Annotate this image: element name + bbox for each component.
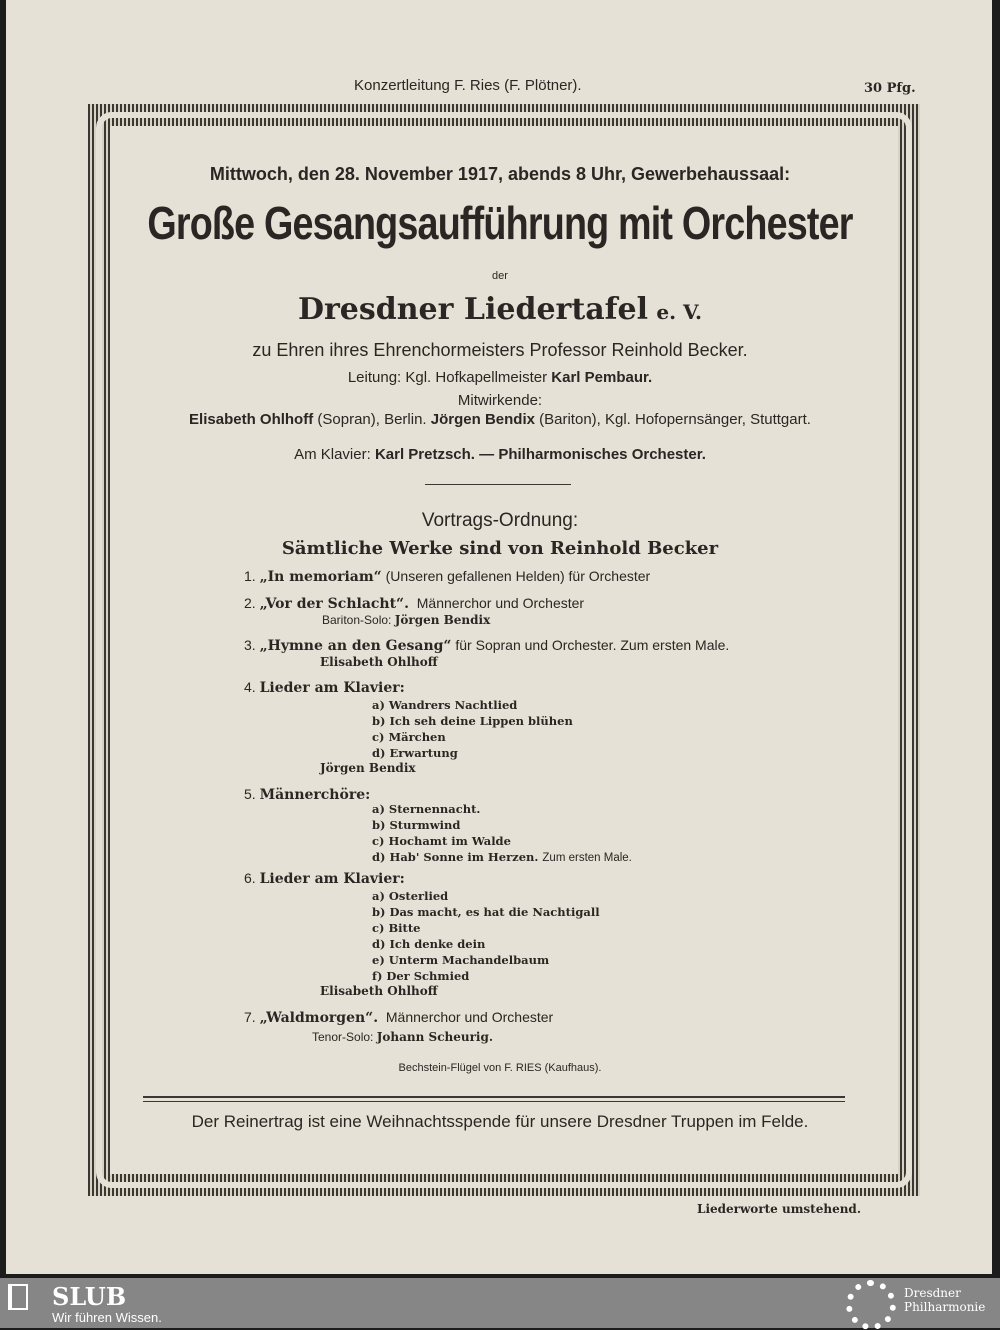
program-item-4-solo: Jörgen Bendix (320, 761, 416, 775)
text: (Unseren gefallenen Helden) für Orchester (385, 568, 651, 584)
text: 2. (244, 595, 256, 611)
program-item-4-songs (372, 697, 573, 761)
concert-management: Konzertleitung F. Ries (F. Plötner). (354, 77, 582, 94)
program-item-3-solo: Elisabeth Ohlhoff (320, 655, 438, 669)
society-suffix: e. V. (656, 300, 703, 324)
program-item-2 (244, 595, 584, 612)
text: a) Osterlied (372, 889, 449, 903)
book-icon (8, 1284, 28, 1310)
text: b) Ich seh deine Lippen blühen (372, 714, 573, 728)
text: „Hymne an den Gesang“ (259, 638, 452, 654)
slub-slogan: Wir führen Wissen. (52, 1310, 162, 1325)
program-item-5-songs (372, 801, 632, 866)
honor-line: zu Ehren ihres Ehrenchormeisters Professor Reinhold Becker. (252, 340, 748, 360)
text: f) Der Schmied (372, 969, 470, 983)
text: b) Das macht, es hat die Nachtigall (372, 905, 600, 919)
divider (143, 1096, 845, 1098)
text: Johann Scheurig. (376, 1030, 494, 1044)
divider (143, 1101, 845, 1102)
leitung-label: Leitung: Kgl. Hofkapellmeister (347, 369, 548, 386)
program-item-4 (244, 679, 405, 696)
program-subheading: Sämtliche Werke sind von Reinhold Becker (281, 538, 719, 559)
program-item-7 (244, 1009, 553, 1026)
text: Dresdner (904, 1286, 961, 1300)
text: 4. (244, 679, 256, 695)
text: a) Sternennacht. (372, 802, 481, 816)
program-item-6-solo: Elisabeth Ohlhoff (320, 984, 438, 998)
text: „Waldmorgen“. (259, 1010, 379, 1026)
performer-2-info: (Bariton), Kgl. Hofopernsänger, Stuttgart. (539, 411, 811, 428)
program-item-3 (244, 637, 729, 654)
performer-1: Elisabeth Ohlhoff (189, 411, 314, 428)
text: Lieder am Klavier: (259, 680, 405, 696)
performer-2: Jörgen Bendix (430, 411, 535, 428)
text: d) Erwartung (372, 746, 458, 760)
text: Lieder am Klavier: (259, 871, 405, 887)
text: 1. (244, 568, 256, 584)
text: b) Sturmwind (372, 818, 461, 832)
text: „In memoriam“ (259, 569, 382, 585)
program-heading: Vortrags-Ordnung: (421, 510, 579, 531)
leitung-name: Karl Pembaur. (551, 369, 653, 386)
society-name: Dresdner Liedertafel (297, 292, 649, 327)
text: Männerchor und Orchester (385, 1009, 554, 1025)
date-line: Mittwoch, den 28. November 1917, abends 8 Uhr, Gewerbehaussaal: (209, 164, 791, 184)
text: d) Hab' Sonne im Herzen. (372, 850, 539, 864)
program-item-7-solo (312, 1030, 493, 1044)
text: 5. (244, 786, 256, 802)
bechstein-note: Bechstein-Flügel von F. RIES (Kaufhaus). (398, 1062, 602, 1074)
text: für Sopran und Orchester. Zum ersten Male. (455, 637, 730, 653)
text: „Vor der Schlacht“. (259, 596, 409, 612)
klavier-name: Karl Pretzsch. — Philharmonisches Orchester. (374, 446, 706, 463)
klavier-label: Am Klavier: (294, 446, 371, 463)
text: c) Hochamt im Walde (372, 834, 511, 848)
text: Tenor-Solo: (312, 1030, 374, 1044)
proceeds-note: Der Reinertrag ist eine Weihnachtsspende für unsere Dresdner Truppen im Felde. (191, 1112, 809, 1131)
der-text: der (492, 270, 508, 282)
program-item-5 (244, 786, 370, 803)
philharmonie-logo-icon (846, 1280, 896, 1330)
text: c) Märchen (372, 730, 446, 744)
text: 6. (244, 870, 256, 886)
text: Jörgen Bendix (394, 613, 491, 627)
philharmonie-logo[interactable] (904, 1286, 985, 1314)
footer-bar (0, 1278, 1000, 1328)
text: Philharmonie (904, 1300, 986, 1314)
text: 3. (244, 637, 256, 653)
text: e) Unterm Machandelbaum (372, 953, 550, 967)
performer-1-info: (Sopran), Berlin. (317, 411, 427, 428)
text: c) Bitte (372, 921, 421, 935)
text: Bariton-Solo: (322, 613, 392, 627)
program-item-6 (244, 870, 405, 887)
text: Männerchor und Orchester (416, 595, 585, 611)
text: a) Wandrers Nachtlied (372, 698, 518, 712)
text: Männerchöre: (259, 787, 371, 803)
text: 7. (244, 1009, 256, 1025)
mitwirkende-label: Mitwirkende: (457, 392, 543, 409)
lyrics-note: Liederworte umstehend. (697, 1202, 861, 1216)
text: d) Ich denke dein (372, 937, 486, 951)
slub-logo[interactable]: SLUB (52, 1282, 127, 1311)
program-item-1 (244, 568, 650, 585)
page-title: Große Gesangsaufführung mit Orchester (147, 197, 853, 249)
divider-ornament (425, 484, 571, 485)
program-item-6-songs (372, 888, 600, 984)
program-item-2-solo (322, 613, 490, 627)
price: 30 Pfg. (864, 81, 916, 96)
text: Zum ersten Male. (542, 852, 632, 864)
